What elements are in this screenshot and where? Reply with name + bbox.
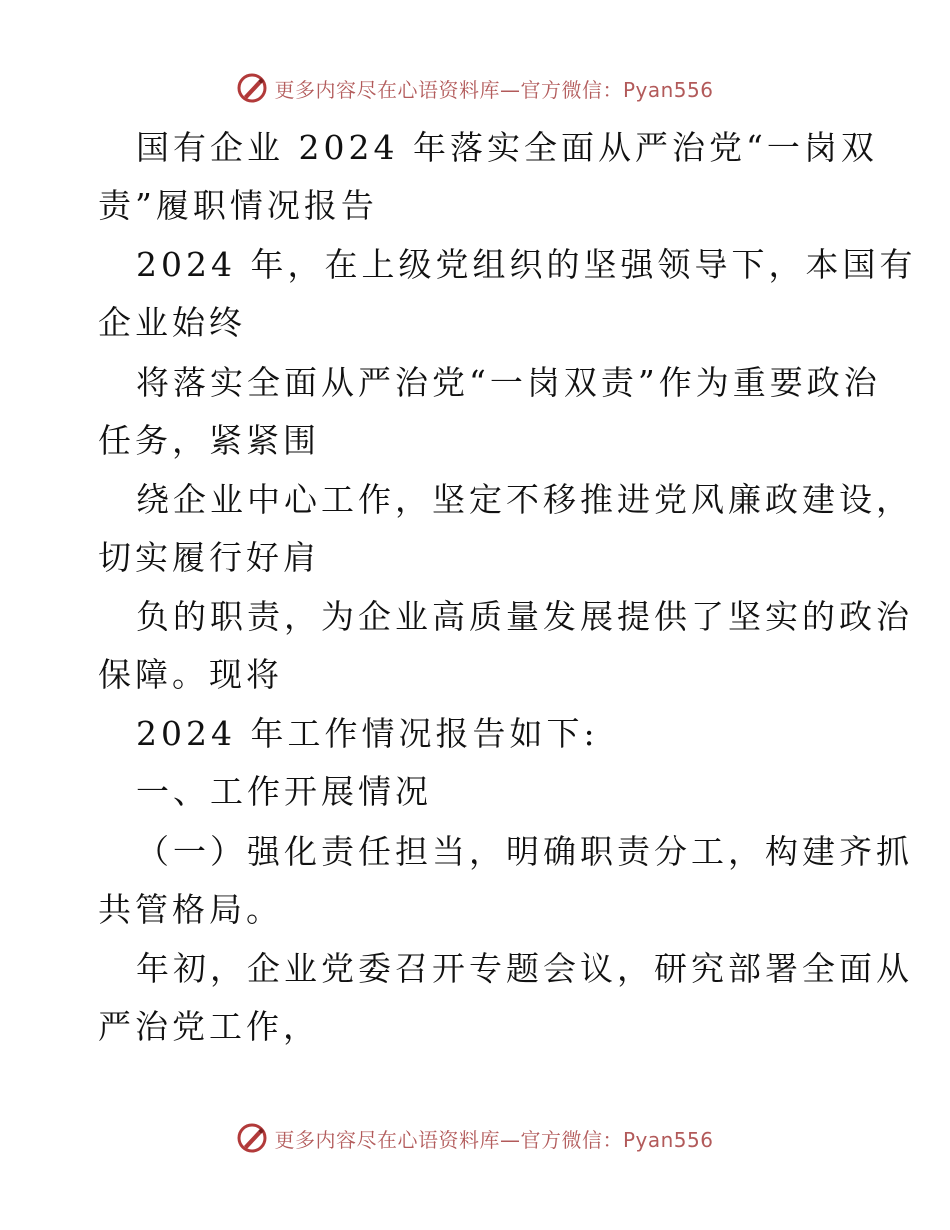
footer-watermark-banner <box>0 1122 950 1154</box>
subsection-heading-cont: 共管格局。 <box>98 890 283 929</box>
doc-line: 负的职责，为企业高质量发展提供了坚实的政治 <box>136 597 913 636</box>
doc-line: 2024 年，在上级党组织的坚强领导下，本国有 <box>136 245 917 284</box>
pen-logo-icon <box>236 72 268 104</box>
doc-line: 任务，紧紧围 <box>98 421 320 460</box>
doc-line: 绕企业中心工作，坚定不移推进党风廉政建设， <box>136 480 913 519</box>
footer-watermark-text: 更多内容尽在心语资料库—官方微信：Pyan556 <box>274 1127 714 1152</box>
doc-line: 将落实全面从严治党“一岗双责”作为重要政治 <box>136 363 881 402</box>
doc-line: 保障。现将 <box>98 655 283 694</box>
doc-line: 企业始终 <box>98 303 246 342</box>
doc-title-line-2: 责”履职情况报告 <box>98 186 378 225</box>
subsection-heading: （一）强化责任担当，明确职责分工，构建齐抓 <box>136 832 913 871</box>
doc-line: 2024 年工作情况报告如下: <box>136 714 599 753</box>
header-watermark-text: 更多内容尽在心语资料库—官方微信：Pyan556 <box>274 77 714 102</box>
doc-line: 切实履行好肩 <box>98 538 320 577</box>
doc-title-line-1: 国有企业 2024 年落实全面从严治党“一岗双 <box>136 128 878 167</box>
section-heading: 一、工作开展情况 <box>136 772 432 811</box>
pen-logo-icon <box>236 1122 268 1154</box>
doc-line: 严治党工作， <box>98 1007 320 1046</box>
header-watermark-banner <box>0 72 950 104</box>
doc-line: 年初，企业党委召开专题会议，研究部署全面从 <box>136 949 913 988</box>
